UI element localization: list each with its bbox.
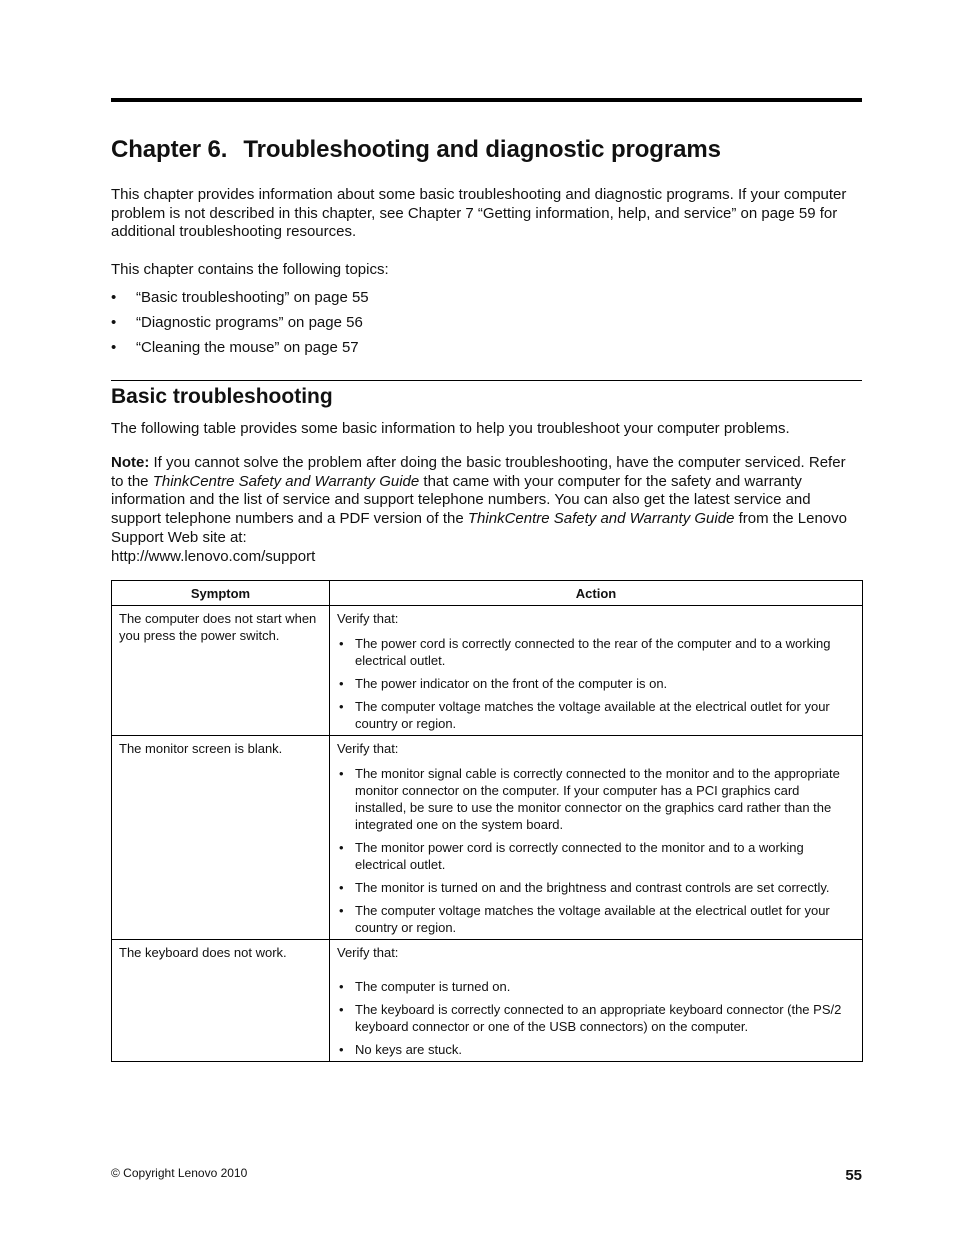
action-text: The monitor signal cable is correctly connected to the monitor and to the appropriate monitor connector on the computer. If your computer has a PCI graphics card installed, be sure to use the monitor connector on the graphics card rather than the integrated one on the system board. [355,766,840,832]
topics-intro: This chapter contains the following topics: [111,261,389,278]
note-paragraph [111,454,862,566]
action-text: The power cord is correctly connected to the rear of the computer and to a working electrical outlet. [355,636,831,668]
list-item [337,635,852,669]
column-header-symptom: Symptom [112,581,330,606]
list-item [337,839,852,873]
bullet: • [339,636,344,651]
chapter-heading [111,136,721,164]
topic-item[interactable] [111,289,369,314]
symptom-cell: The monitor screen is blank. [112,736,330,940]
table-row [112,736,863,940]
bullet: • [339,699,344,714]
symptom-cell: The computer does not start when you press the power switch. [112,606,330,736]
note-text: that came with your computer for the safety and warranty information and the list of service and support telephone numbers. You can also get the latest service and support telephone numbers and a PDF version of the [111,472,811,528]
verify-label: Verify that: [337,945,399,960]
action-cell [330,736,863,940]
bullet: • [339,676,344,691]
chapter-top-rule [111,98,862,102]
list-item [337,902,852,936]
note-label: Note: [111,454,150,471]
table-row [112,940,863,1062]
section-heading: Basic troubleshooting [111,385,333,408]
bullet: • [339,766,344,781]
action-text: The computer is turned on. [355,979,511,994]
topics-list [111,289,369,364]
list-item [337,1041,852,1058]
topic-link[interactable]: “Basic troubleshooting” on page 55 [136,289,369,306]
action-text: The computer voltage matches the voltage available at the electrical outlet for your country or region. [355,699,830,731]
table-row [112,606,863,736]
section-intro: The following table provides some basic information to help you troubleshoot your computer problems. [111,420,790,437]
bullet: • [339,840,344,855]
action-cell [330,940,863,1062]
copyright-notice: © Copyright Lenovo 2010 [111,1166,248,1180]
bullet: • [339,1042,344,1057]
page-number: 55 [845,1167,862,1184]
bullet: • [111,314,117,331]
topic-link[interactable]: “Cleaning the mouse” on page 57 [136,339,359,356]
troubleshooting-table [111,580,863,1062]
chapter-label: Chapter 6. [111,136,228,163]
action-list [337,765,852,936]
note-text: from the Lenovo Support Web site at: [111,510,847,546]
support-url[interactable]: http://www.lenovo.com/support [111,547,316,565]
topic-item[interactable] [111,339,369,364]
list-item [337,879,852,896]
note-text: If you cannot solve the problem after doing the basic troubleshooting, have the computer serviced. Refer to the [111,454,846,490]
bullet: • [339,979,344,994]
bullet: • [111,339,117,356]
column-header-action: Action [330,581,863,606]
bullet: • [339,903,344,918]
bullet: • [111,289,117,306]
table-header-row [112,581,863,606]
chapter-intro: This chapter provides information about some basic troubleshooting and diagnostic programs. If your computer problem is not described in this chapter, see Chapter 7 “Getting information, help, and service” on page 59 for additional troubleshooting resources. [111,186,847,241]
verify-label: Verify that: [337,611,399,626]
symptom-cell: The keyboard does not work. [112,940,330,1062]
action-cell [330,606,863,736]
list-item [337,698,852,732]
action-text: The power indicator on the front of the computer is on. [355,676,668,691]
list-item [337,1001,852,1035]
action-text: No keys are stuck. [355,1042,462,1057]
topic-item[interactable] [111,314,369,339]
list-item [337,978,852,995]
action-text: The monitor power cord is correctly connected to the monitor and to a working electrical outlet. [355,840,804,872]
bullet: • [339,880,344,895]
guide-title: ThinkCentre Safety and Warranty Guide [152,472,420,490]
action-list [337,978,852,1058]
section-rule [111,380,862,381]
action-list [337,635,852,732]
action-text: The computer voltage matches the voltage available at the electrical outlet for your country or region. [355,903,830,935]
action-text: The keyboard is correctly connected to an appropriate keyboard connector (the PS/2 keyboard connector or one of the USB connectors) on the computer. [355,1002,842,1034]
guide-title: ThinkCentre Safety and Warranty Guide [467,510,735,528]
action-text: The monitor is turned on and the brightness and contrast controls are set correctly. [355,880,830,895]
bullet: • [339,1002,344,1017]
topic-link[interactable]: “Diagnostic programs” on page 56 [136,314,363,331]
chapter-title: Troubleshooting and diagnostic programs [243,136,721,163]
list-item [337,675,852,692]
list-item [337,765,852,833]
verify-label: Verify that: [337,741,399,756]
